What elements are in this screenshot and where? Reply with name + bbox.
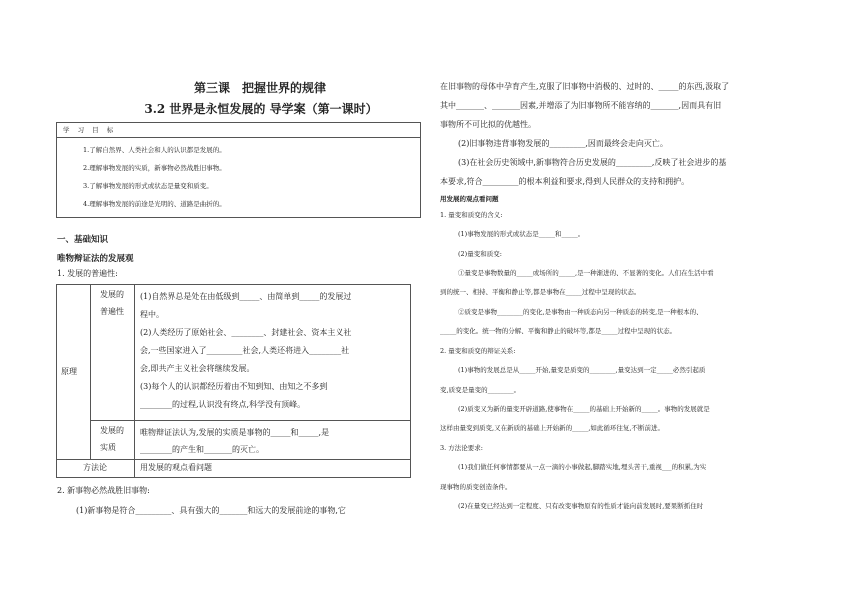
paragraph-line: (1)事物的发展总是从_____开始,量变是质变的________,量变达到一定_____必然引起质 [458, 366, 706, 374]
paragraph-line: ①量变是事物数量的_____或场所的_____,是一种渐进的、不显著的变化。人们在生活中看 [458, 269, 714, 277]
table-cell-text: 唯物辩证法认为,发展的实质是事物的_____和_____,是 [140, 428, 330, 437]
table-cell-text: ________的过程,认识没有终点,科学没有顶峰。 [140, 400, 306, 409]
goal-item: 4.理解事物发展的前途是光明的、道路是曲折的。 [83, 200, 226, 208]
paragraph-line: 事物所不可比拟的优越性。 [440, 120, 536, 129]
paragraph-line: _____的变化。统一物的分解、平衡和静止的破坏等,都是_____过程中呈现的状态。 [440, 327, 677, 335]
paragraph-line: 本要求,符合_________的根本利益和要求,得到人民群众的支持和拥护。 [440, 177, 690, 186]
table-cell-text: ________的产生和_______的灭亡。 [140, 445, 264, 454]
lesson-title: 第三课 把握世界的规律 [193, 81, 326, 95]
paragraph-line: (2)质变又为新的量变开辟道路,使事物在_____的基础上开始新的_____。事物的发展就是 [458, 405, 710, 413]
learning-goals-box [56, 122, 421, 218]
paragraph-line: 1. 量变和质变的含义: [440, 211, 503, 219]
question-new-things: 2. 新事物必然战胜旧事物: [57, 486, 150, 495]
paragraph-line: (3)在社会历史领域中,新事物符合历史发展的_________,反映了社会进步的基 [458, 158, 727, 167]
section-heading-basics: 一、基础知识 [57, 235, 109, 245]
table-cell-text: 会,即共产主义社会将继续发展。 [140, 364, 255, 373]
paragraph-line: 在旧事物的母体中孕育产生,克服了旧事物中消极的、过时的、_____的东西,汲取了 [440, 82, 730, 91]
paragraph-line: 2. 量变和质变的辩证关系: [440, 347, 516, 355]
table-label-method: 方法论 [83, 463, 107, 472]
paragraph-line: (2)在量变已经达到一定程度、只有改变事物原有的性质才能向前发展时,要果断抓住时 [458, 502, 704, 510]
paragraph-line: 现事物的质变创造条件。 [440, 483, 512, 491]
paragraph-line: 变,质变是量变的________。 [440, 386, 521, 394]
table-label-principle: 原理 [61, 367, 77, 376]
paragraph-line: ②质变是事物________的变化,是事物由一种质态向另一种质态的转变,是一种根本的、 [458, 308, 703, 316]
lesson-subtitle: 3.2 世界是永恒发展的 导学案（第一课时） [144, 102, 378, 116]
table-cell-text: 程中。 [140, 310, 164, 319]
table-label-universality: 发展的 普遍性 [100, 290, 124, 316]
paragraph-line: (2)量变和质变: [458, 250, 502, 258]
subsection-heading-dialectics: 唯物辩证法的发展观 [57, 254, 134, 264]
paragraph-line: 这样由量变到质变,又在新质的基础上开始新的_____,如此循环往复,不断前进。 [440, 424, 664, 432]
table-cell-text: 用发展的观点看问题 [140, 463, 212, 472]
table-cell-text: (1)自然界总是处在由低级到_____、由简单到_____的发展过 [140, 292, 352, 301]
subsection-heading-development: 用发展的观点看问题 [440, 195, 499, 203]
goal-item: 2.理解事物发展的实质，新事物必然战胜旧事物。 [83, 164, 226, 172]
learning-goals-heading: 学 习 目 标 [57, 123, 420, 138]
paragraph-line: 到的统一、相持、平衡和静止等,都是事物在_____过程中呈现的状态。 [440, 288, 641, 296]
table-cell-text: (2)人类经历了原始社会、________、封建社会、资本主义社 [140, 328, 352, 337]
table-label-essence: 发展的 实质 [100, 426, 124, 452]
principle-table [56, 284, 411, 478]
paragraph-line: (1)新事物是符合_________、具有强大的_______和远大的发展前途的事物,它 [76, 506, 346, 515]
paragraph-line: 3. 方法论要求: [440, 444, 483, 452]
paragraph-line: (2)旧事物违背事物发展的_________,因而最终会走向灭亡。 [458, 139, 668, 148]
question-universality: 1. 发展的普遍性: [57, 269, 118, 278]
goal-item: 3.了解事物发展的形式或状态是量变和质变。 [83, 182, 213, 190]
table-cell-text: 会,一些国家进入了_________社会,人类还将进入________社 [140, 346, 350, 355]
paragraph-line: (1)我们做任何事情都要从一点一滴的小事做起,脚踏实地,埋头苦干,重视___的积累,为实 [458, 463, 707, 471]
goal-item: 1.了解自然界、人类社会和人的认识都是发展的。 [83, 146, 226, 154]
paragraph-line: (1)事物发展的形式或状态是_____和_____。 [458, 230, 585, 238]
table-cell-text: (3)每个人的认识都经历着由不知到知、由知之不多到 [140, 382, 328, 391]
paragraph-line: 其中_______、_______因素,并增添了为旧事物所不能容纳的_______,因而具有旧 [440, 101, 722, 110]
